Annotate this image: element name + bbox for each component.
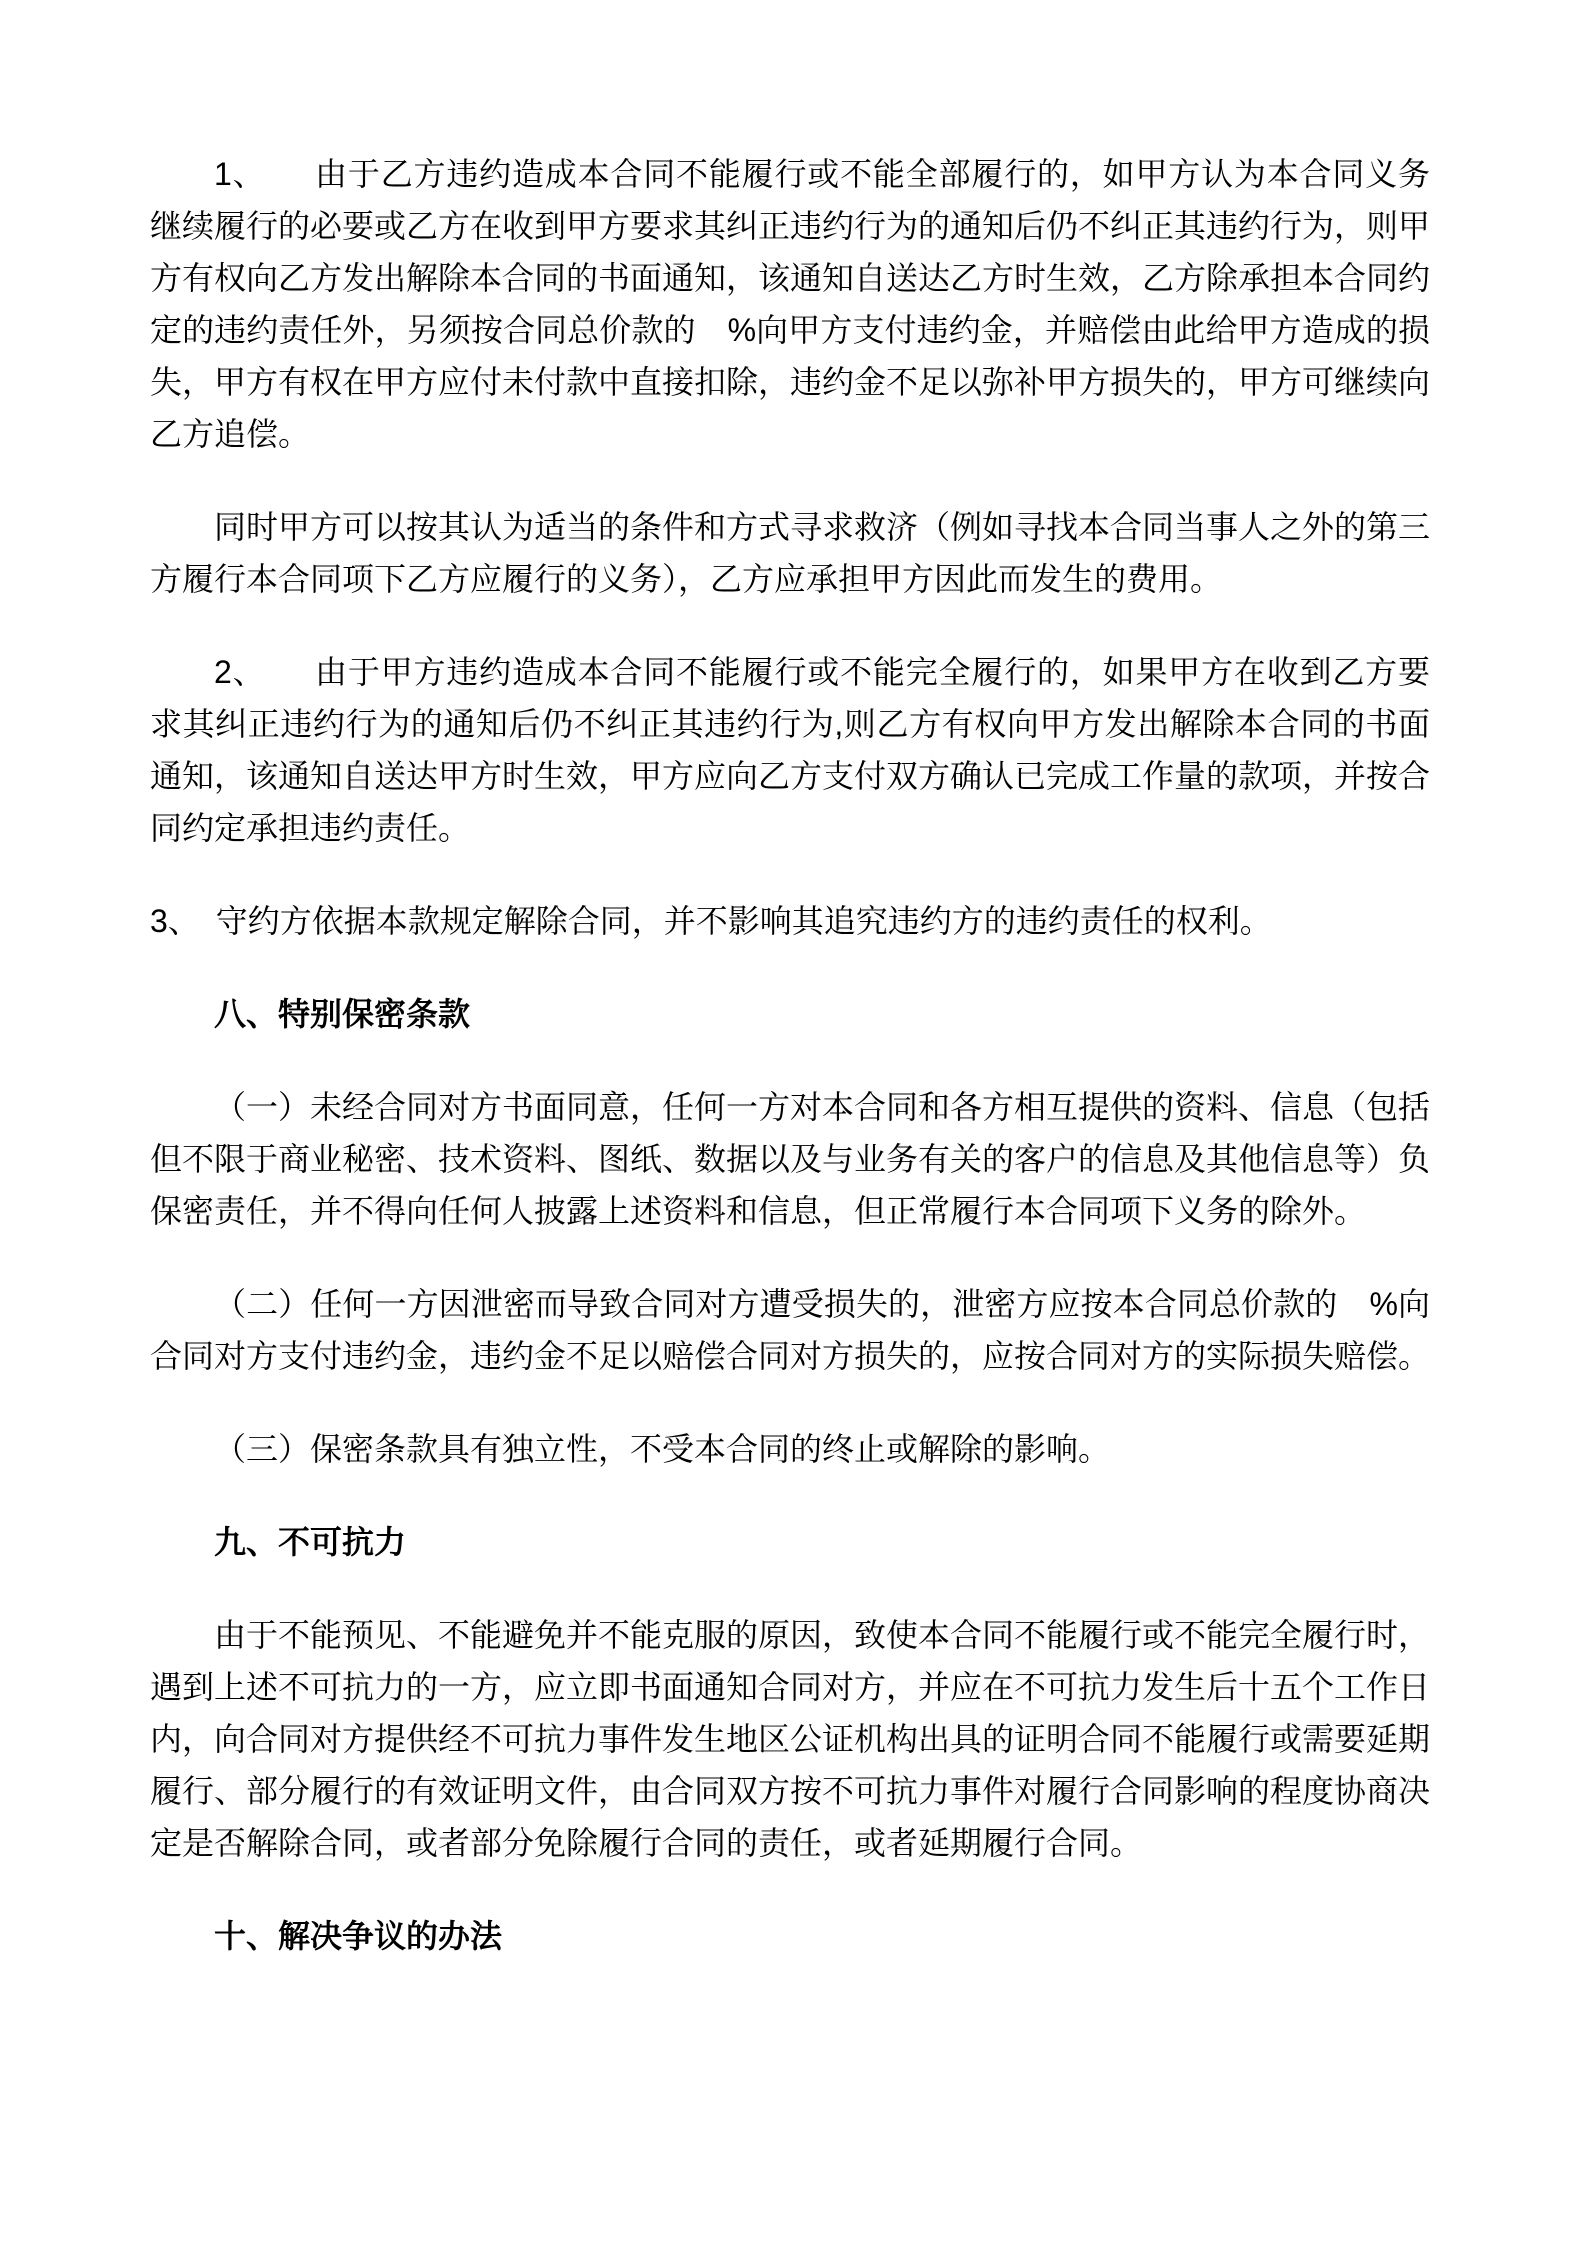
paragraph: 3、 守约方依据本款规定解除合同，并不影响其追究违约方的违约责任的权利。	[150, 903, 1272, 939]
paragraph: 2、 由于甲方违约造成本合同不能履行或不能完全履行的，如果甲方在收到乙方要求其纠正违约行为的通知后仍不纠正其违约行为,则乙方有权向甲方发出解除本合同的书面通知，该通知自送达甲方时生效，甲方应向乙方支付双方确认已完成工作量的款项，并按合同约定承担违约责任。	[150, 654, 1431, 846]
section-heading: 十、解决争议的办法	[214, 1918, 503, 1954]
section-heading: 九、不可抗力	[214, 1524, 407, 1560]
paragraph: （二）任何一方因泄密而导致合同对方遭受损失的，泄密方应按本合同总价款的 %向合同对方支付违约金，违约金不足以赔偿合同对方损失的，应按合同对方的实际损失赔偿。	[150, 1286, 1431, 1374]
paragraph: （三）保密条款具有独立性，不受本合同的终止或解除的影响。	[214, 1431, 1111, 1467]
paragraph: 同时甲方可以按其认为适当的条件和方式寻求救济（例如寻找本合同当事人之外的第三方履行本合同项下乙方应履行的义务），乙方应承担甲方因此而发生的费用。	[150, 509, 1431, 597]
section-heading: 八、特别保密条款	[214, 996, 471, 1032]
contract-body	[150, 148, 1430, 1962]
paragraph: （一）未经合同对方书面同意，任何一方对本合同和各方相互提供的资料、信息（包括但不限于商业秘密、技术资料、图纸、数据以及与业务有关的客户的信息及其他信息等）负保密责任，并不得向任何人披露上述资料和信息，但正常履行本合同项下义务的除外。	[150, 1089, 1431, 1229]
paragraph: 1、 由于乙方违约造成本合同不能履行或不能全部履行的，如甲方认为本合同义务继续履行的必要或乙方在收到甲方要求其纠正违约行为的通知后仍不纠正其违约行为，则甲方有权向乙方发出解除本合同的书面通知，该通知自送达乙方时生效，乙方除承担本合同约定的违约责任外，另须按合同总价款的 %向甲方支付违约金，并赔偿由此给甲方造成的损失，甲方有权在甲方应付未付款中直接扣除，违约金不足以弥补甲方损失的，甲方可继续向乙方追偿。	[150, 156, 1431, 452]
paragraph: 由于不能预见、不能避免并不能克服的原因，致使本合同不能履行或不能完全履行时，遇到上述不可抗力的一方，应立即书面通知合同对方，并应在不可抗力发生后十五个工作日内，向合同对方提供经不可抗力事件发生地区公证机构出具的证明合同不能履行或需要延期履行、部分履行的有效证明文件，由合同双方按不可抗力事件对履行合同影响的程度协商决定是否解除合同，或者部分免除履行合同的责任，或者延期履行合同。	[150, 1617, 1431, 1861]
